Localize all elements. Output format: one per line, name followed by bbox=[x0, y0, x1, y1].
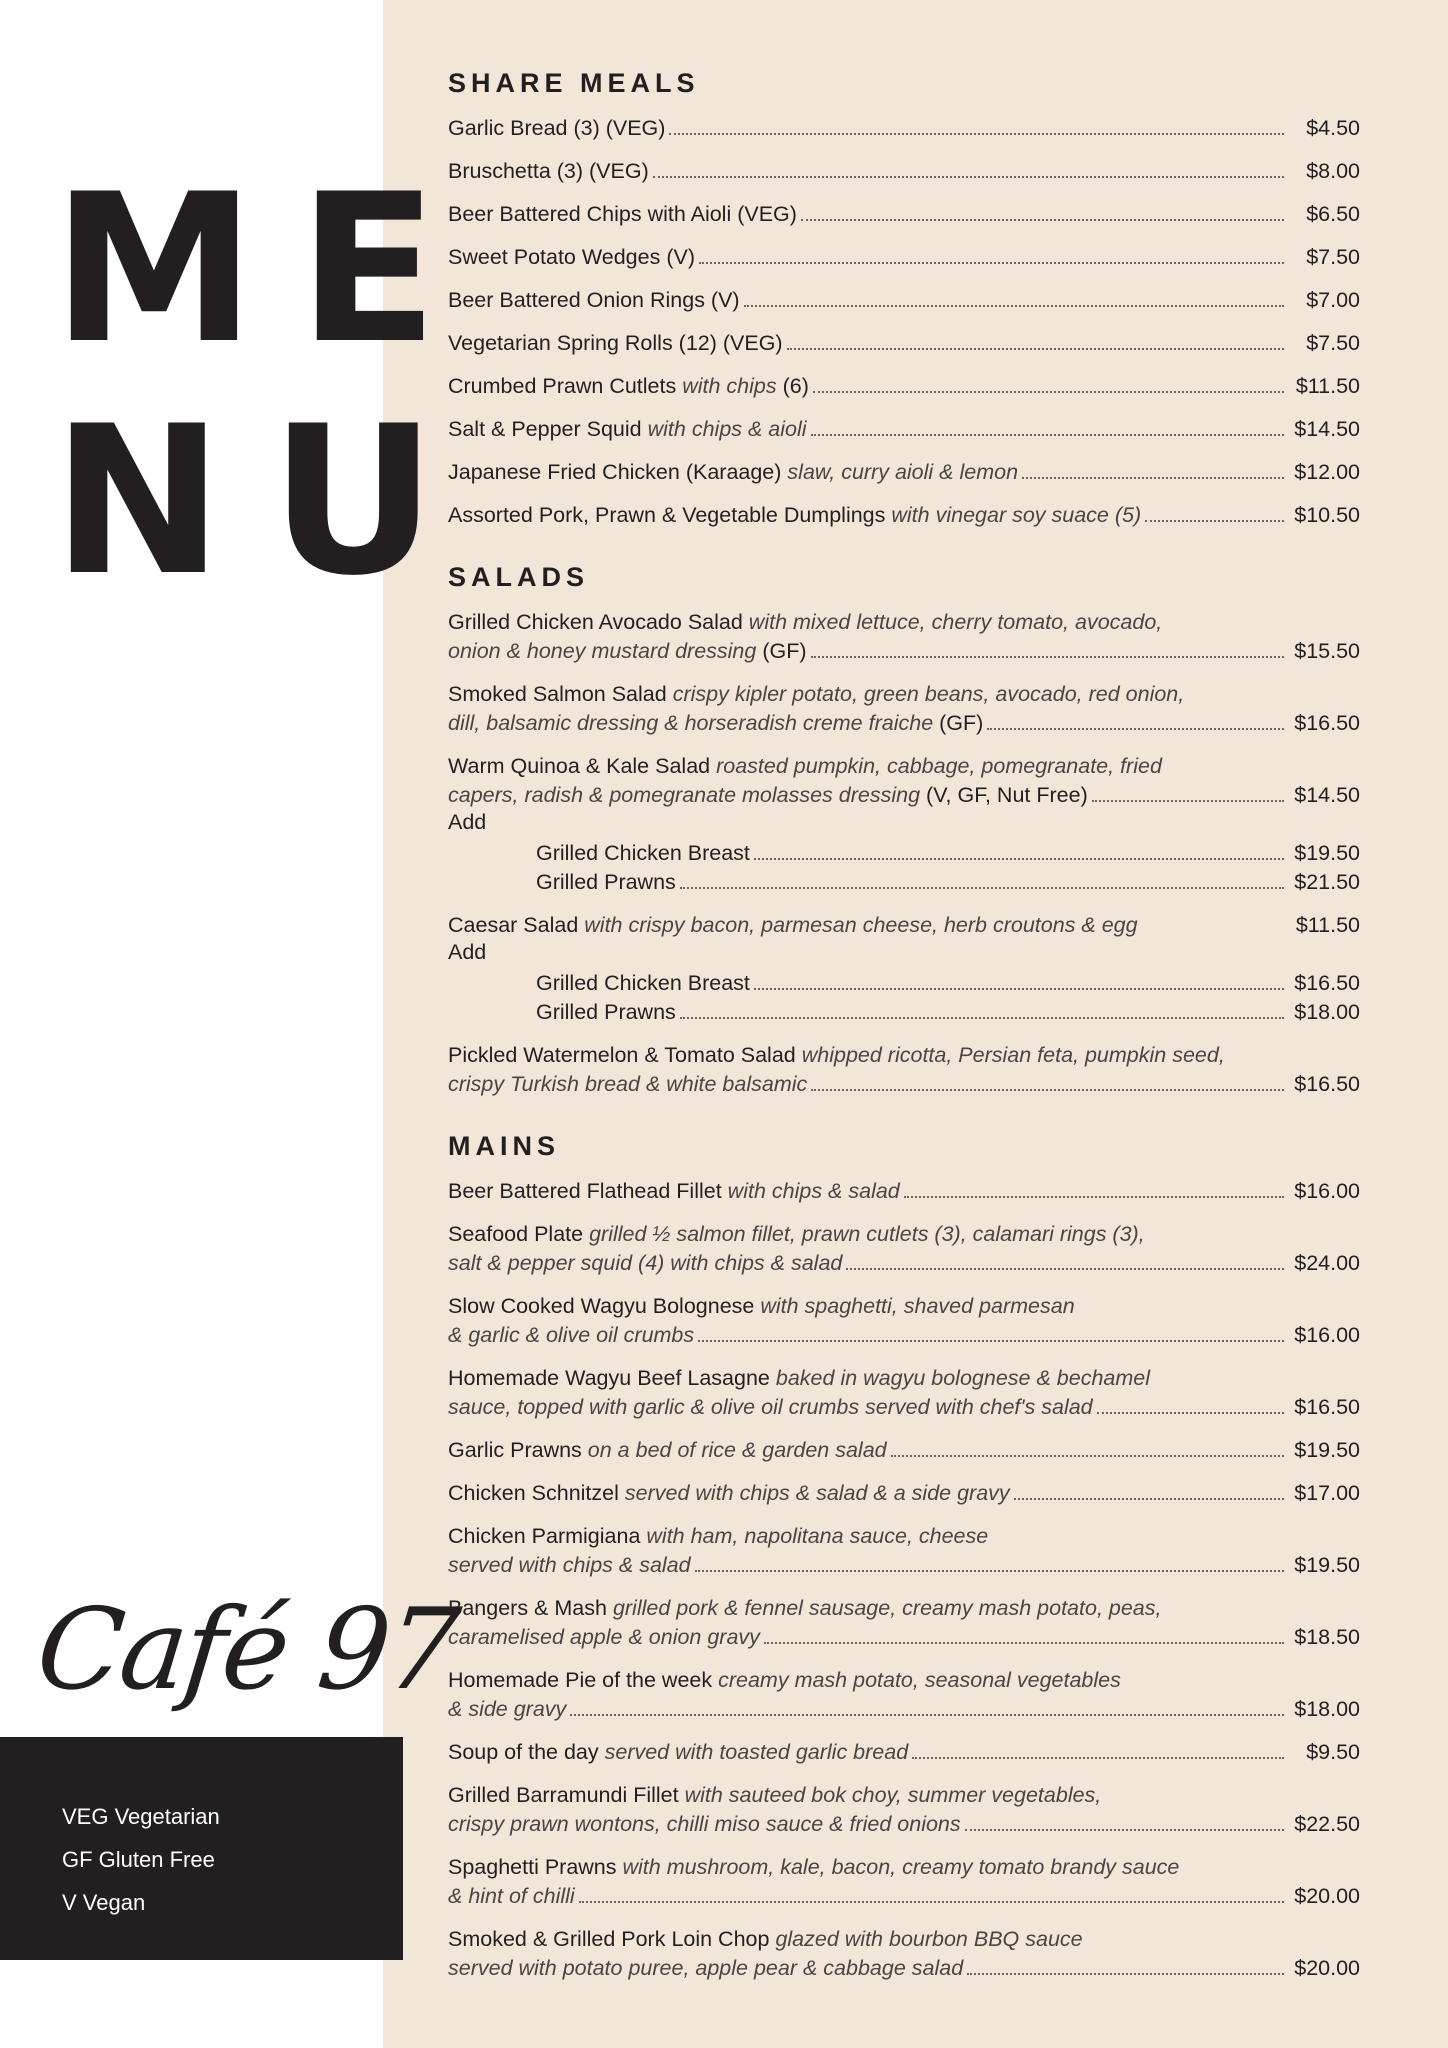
menu-item bbox=[448, 635, 1360, 664]
leader-dots bbox=[579, 1901, 1284, 1903]
addon-item bbox=[536, 996, 1360, 1025]
leader-dots bbox=[811, 1089, 1284, 1091]
item-name: Beer Battered Flathead Fillet bbox=[448, 1179, 722, 1203]
title-letter-m: M bbox=[52, 151, 256, 389]
item-name: Beer Battered Onion Rings (V) bbox=[448, 288, 740, 312]
item-name: Beer Battered Chips with Aioli (VEG) bbox=[448, 202, 797, 226]
leader-dots bbox=[744, 305, 1284, 307]
leader-dots bbox=[813, 391, 1284, 393]
leader-dots bbox=[787, 348, 1284, 350]
item-description: with ham, napolitana sauce, cheese bbox=[646, 1524, 989, 1548]
dietary-legend bbox=[0, 1737, 403, 1960]
item-description: grilled ½ salmon fillet, prawn cutlets (3), calamari rings (3), bbox=[589, 1222, 1145, 1246]
menu-item-line bbox=[448, 1592, 1360, 1621]
leader-dots bbox=[680, 1017, 1284, 1019]
item-name: Chicken Schnitzel bbox=[448, 1481, 619, 1505]
leader-dots bbox=[904, 1196, 1284, 1198]
menu-item bbox=[448, 112, 1360, 141]
menu-item bbox=[448, 779, 1360, 808]
addon-item bbox=[536, 837, 1360, 866]
menu-item bbox=[448, 1808, 1360, 1837]
item-description: sauce, topped with garlic & olive oil crumbs served with chef's salad bbox=[448, 1395, 1093, 1419]
item-description: & garlic & olive oil crumbs bbox=[448, 1323, 695, 1347]
title-letter-n: N bbox=[52, 383, 224, 621]
addon-item bbox=[536, 967, 1360, 996]
item-price: $7.50 bbox=[1306, 331, 1360, 355]
item-name: Crumbed Prawn Cutlets bbox=[448, 374, 677, 398]
menu-item bbox=[448, 1621, 1360, 1650]
menu-item bbox=[448, 499, 1360, 528]
addon-price: $18.00 bbox=[1294, 1000, 1360, 1024]
leader-dots bbox=[1014, 1498, 1284, 1500]
menu-item bbox=[448, 1549, 1360, 1578]
menu-item-line bbox=[448, 1039, 1360, 1068]
item-name: Grilled Chicken Avocado Salad bbox=[448, 610, 743, 634]
item-description: roasted pumpkin, cabbage, pomegranate, fried bbox=[716, 754, 1162, 778]
item-name: Salt & Pepper Squid bbox=[448, 417, 642, 441]
menu-item-line bbox=[448, 1664, 1360, 1693]
item-description: crispy Turkish bread & white balsamic bbox=[448, 1072, 808, 1096]
menu-item-line bbox=[448, 1520, 1360, 1549]
item-name: Garlic Prawns bbox=[448, 1438, 582, 1462]
item-name: Vegetarian Spring Rolls (12) (VEG) bbox=[448, 331, 783, 355]
leader-dots bbox=[653, 176, 1284, 178]
section-heading-salads: SALADS bbox=[448, 562, 590, 592]
menu-item-line bbox=[448, 1290, 1360, 1319]
item-name: Assorted Pork, Prawn & Vegetable Dumplings bbox=[448, 503, 886, 527]
menu-item bbox=[448, 1319, 1360, 1348]
legend-veg: VEG Vegetarian bbox=[62, 1804, 220, 1829]
item-price: $6.50 bbox=[1306, 202, 1360, 226]
menu-item-line bbox=[448, 1779, 1360, 1808]
item-name: Smoked & Grilled Pork Loin Chop bbox=[448, 1927, 770, 1951]
title-letter-u: U bbox=[270, 383, 437, 621]
leader-dots bbox=[912, 1757, 1284, 1759]
menu-item bbox=[448, 1736, 1360, 1765]
item-description: glazed with bourbon BBQ sauce bbox=[775, 1927, 1083, 1951]
item-tag: (GF) bbox=[762, 639, 807, 663]
item-description: capers, radish & pomegranate molasses dressing bbox=[448, 783, 921, 807]
addon-name: Grilled Prawns bbox=[536, 870, 676, 894]
menu-item-line bbox=[448, 678, 1360, 707]
addon-name: Grilled Prawns bbox=[536, 1000, 676, 1024]
leader-dots bbox=[754, 858, 1284, 860]
item-price: $17.00 bbox=[1294, 1481, 1360, 1505]
menu-item bbox=[448, 909, 1360, 938]
leader-dots bbox=[754, 988, 1284, 990]
item-name: Pickled Watermelon & Tomato Salad bbox=[448, 1043, 796, 1067]
item-name: Slow Cooked Wagyu Bolognese bbox=[448, 1294, 755, 1318]
item-name: Warm Quinoa & Kale Salad bbox=[448, 754, 711, 778]
leader-dots bbox=[801, 219, 1284, 221]
item-price: $18.00 bbox=[1294, 1697, 1360, 1721]
item-price: $8.00 bbox=[1306, 159, 1360, 183]
item-name: Chicken Parmigiana bbox=[448, 1524, 641, 1548]
menu-item bbox=[448, 327, 1360, 356]
item-description: caramelised apple & onion gravy bbox=[448, 1625, 760, 1649]
item-description: & side gravy bbox=[448, 1697, 567, 1721]
menu-item bbox=[448, 284, 1360, 313]
item-name: Soup of the day bbox=[448, 1740, 599, 1764]
menu-item bbox=[448, 413, 1360, 442]
item-price: $16.50 bbox=[1294, 711, 1360, 735]
item-price: $11.50 bbox=[1295, 913, 1360, 937]
item-name: Bruschetta (3) (VEG) bbox=[448, 159, 649, 183]
item-description: onion & honey mustard dressing bbox=[448, 639, 757, 663]
item-description: salt & pepper squid (4) with chips & salad bbox=[448, 1251, 843, 1275]
legend-v: V Vegan bbox=[62, 1890, 146, 1915]
item-description: slaw, curry aioli & lemon bbox=[787, 460, 1019, 484]
leader-dots bbox=[1145, 520, 1284, 522]
item-price: $19.50 bbox=[1294, 1553, 1360, 1577]
item-tag: (GF) bbox=[939, 711, 984, 735]
item-price: $22.50 bbox=[1294, 1812, 1360, 1836]
leader-dots bbox=[1022, 477, 1284, 479]
addon-price: $16.50 bbox=[1294, 971, 1360, 995]
menu-item bbox=[448, 1434, 1360, 1463]
item-description: baked in wagyu bolognese & bechamel bbox=[775, 1366, 1151, 1390]
item-description: whipped ricotta, Persian feta, pumpkin seed, bbox=[801, 1043, 1225, 1067]
leader-dots bbox=[1092, 800, 1284, 802]
item-price: $19.50 bbox=[1294, 1438, 1360, 1462]
item-price: $20.00 bbox=[1294, 1884, 1360, 1908]
item-price: $16.50 bbox=[1294, 1395, 1360, 1419]
item-description: served with toasted garlic bread bbox=[604, 1740, 909, 1764]
item-name: Homemade Wagyu Beef Lasagne bbox=[448, 1366, 770, 1390]
leader-dots bbox=[987, 728, 1284, 730]
item-price: $16.00 bbox=[1294, 1323, 1360, 1347]
menu-item bbox=[448, 1693, 1360, 1722]
item-name: Smoked Salmon Salad bbox=[448, 682, 667, 706]
menu-item bbox=[448, 1880, 1360, 1909]
menu-item bbox=[448, 1477, 1360, 1506]
item-description: with chips & salad bbox=[727, 1179, 900, 1203]
menu-item-line bbox=[448, 1362, 1360, 1391]
item-description: served with potato puree, apple pear & cabbage salad bbox=[448, 1956, 964, 1980]
leader-dots bbox=[1097, 1412, 1284, 1414]
item-price: $14.50 bbox=[1294, 417, 1360, 441]
leader-dots bbox=[669, 133, 1284, 135]
menu-item-line bbox=[448, 750, 1360, 779]
leader-dots bbox=[846, 1268, 1284, 1270]
item-description: with sauteed bok choy, summer vegetables, bbox=[684, 1783, 1102, 1807]
addon-price: $21.50 bbox=[1294, 870, 1360, 894]
item-name: Sweet Potato Wedges (V) bbox=[448, 245, 695, 269]
leader-dots bbox=[967, 1973, 1284, 1975]
leader-dots bbox=[811, 434, 1284, 436]
item-price: $11.50 bbox=[1295, 374, 1360, 398]
item-description: served with chips & salad & a side gravy bbox=[624, 1481, 1010, 1505]
item-description: crispy kipler potato, green beans, avocado, red onion, bbox=[672, 682, 1185, 706]
item-description: with crispy bacon, parmesan cheese, herb croutons & egg bbox=[584, 913, 1138, 937]
section-heading-mains: MAINS bbox=[448, 1131, 560, 1161]
legend-gf: GF Gluten Free bbox=[62, 1847, 215, 1872]
leader-dots bbox=[699, 262, 1284, 264]
menu-item bbox=[448, 456, 1360, 485]
item-description: with chips bbox=[682, 374, 777, 398]
item-name: Caesar Salad bbox=[448, 913, 579, 937]
item-description: with mushroom, kale, bacon, creamy tomato brandy sauce bbox=[622, 1855, 1180, 1879]
item-price: $12.00 bbox=[1294, 460, 1360, 484]
item-tag: (6) bbox=[782, 374, 809, 398]
addon-name: Grilled Chicken Breast bbox=[536, 971, 750, 995]
leader-dots bbox=[764, 1642, 1284, 1644]
item-price: $7.50 bbox=[1306, 245, 1360, 269]
item-price: $15.50 bbox=[1294, 639, 1360, 663]
item-name: Grilled Barramundi Fillet bbox=[448, 1783, 679, 1807]
item-description: with spaghetti, shaved parmesan bbox=[760, 1294, 1075, 1318]
menu-item bbox=[448, 370, 1360, 399]
menu-item bbox=[448, 707, 1360, 736]
leader-dots bbox=[811, 656, 1284, 658]
item-price: $10.50 bbox=[1294, 503, 1360, 527]
menu-item bbox=[448, 1391, 1360, 1420]
item-description: with chips & aioli bbox=[647, 417, 807, 441]
leader-dots bbox=[891, 1455, 1284, 1457]
item-price: $9.50 bbox=[1306, 1740, 1360, 1764]
addon-item bbox=[536, 866, 1360, 895]
addon-price: $19.50 bbox=[1294, 841, 1360, 865]
item-description: served with chips & salad bbox=[448, 1553, 691, 1577]
item-price: $16.00 bbox=[1294, 1179, 1360, 1203]
title-letter-e: E bbox=[298, 151, 439, 389]
item-description: & hint of chilli bbox=[448, 1884, 575, 1908]
menu-item bbox=[448, 198, 1360, 227]
menu-item bbox=[448, 1247, 1360, 1276]
leader-dots bbox=[570, 1714, 1284, 1716]
item-description: with mixed lettuce, cherry tomato, avocado, bbox=[748, 610, 1163, 634]
menu-item bbox=[448, 1952, 1360, 1981]
item-price: $14.50 bbox=[1294, 783, 1360, 807]
menu-item bbox=[448, 241, 1360, 270]
menu-item-line bbox=[448, 1218, 1360, 1247]
add-label: Add bbox=[448, 940, 487, 964]
item-name: Spaghetti Prawns bbox=[448, 1855, 617, 1879]
leader-dots bbox=[698, 1340, 1284, 1342]
menu-item-line bbox=[448, 1851, 1360, 1880]
item-price: $18.50 bbox=[1294, 1625, 1360, 1649]
addon-name: Grilled Chicken Breast bbox=[536, 841, 750, 865]
item-description: crispy prawn wontons, chilli miso sauce & fried onions bbox=[448, 1812, 961, 1836]
menu-item-line bbox=[448, 606, 1360, 635]
item-name: Seafood Plate bbox=[448, 1222, 584, 1246]
item-description: creamy mash potato, seasonal vegetables bbox=[718, 1668, 1121, 1692]
menu-item bbox=[448, 155, 1360, 184]
section-heading-share-meals: SHARE MEALS bbox=[448, 68, 700, 98]
leader-dots bbox=[680, 887, 1284, 889]
menu-item-line bbox=[448, 1923, 1360, 1952]
item-name: Homemade Pie of the week bbox=[448, 1668, 713, 1692]
item-price: $20.00 bbox=[1294, 1956, 1360, 1980]
item-price: $24.00 bbox=[1294, 1251, 1360, 1275]
item-description: grilled pork & fennel sausage, creamy mash potato, peas, bbox=[612, 1596, 1162, 1620]
item-price: $7.00 bbox=[1306, 288, 1360, 312]
item-name: Garlic Bread (3) (VEG) bbox=[448, 116, 666, 140]
leader-dots bbox=[695, 1570, 1284, 1572]
item-description: with vinegar soy suace (5) bbox=[891, 503, 1142, 527]
menu-item bbox=[448, 1175, 1360, 1204]
item-tag: (V, GF, Nut Free) bbox=[926, 783, 1088, 807]
item-price: $4.50 bbox=[1306, 116, 1360, 140]
menu-item bbox=[448, 1068, 1360, 1097]
item-description: dill, balsamic dressing & horseradish creme fraiche bbox=[448, 711, 934, 735]
item-name: Japanese Fried Chicken (Karaage) bbox=[448, 460, 782, 484]
item-price: $16.50 bbox=[1294, 1072, 1360, 1096]
cafe-logo: Café 97 bbox=[31, 1585, 463, 1715]
add-label: Add bbox=[448, 810, 487, 834]
item-name: Bangers & Mash bbox=[448, 1596, 607, 1620]
leader-dots bbox=[965, 1829, 1284, 1831]
item-description: on a bed of rice & garden salad bbox=[587, 1438, 887, 1462]
